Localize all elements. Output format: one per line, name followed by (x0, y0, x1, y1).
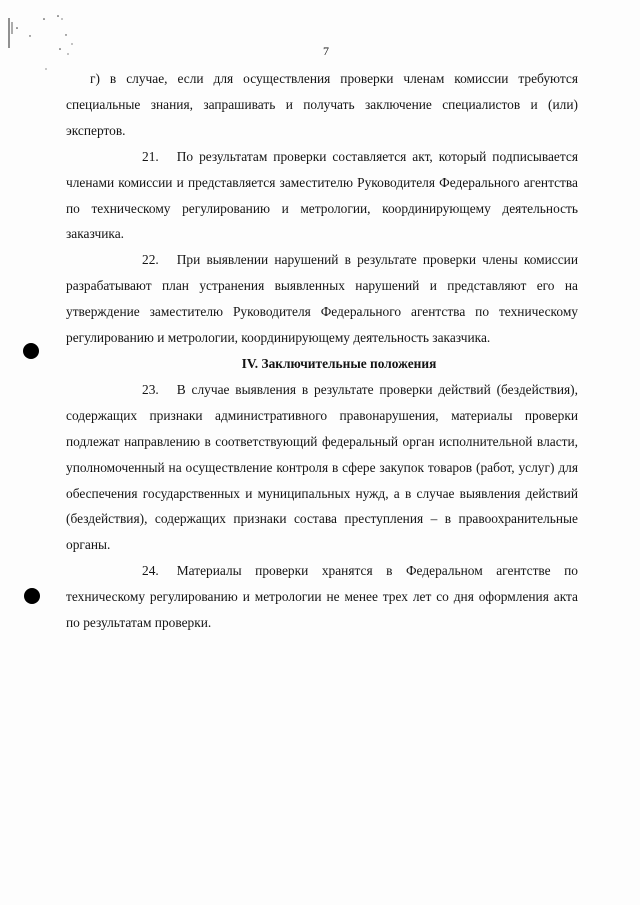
paragraph-text: г) в случае, если для осуществления проверки членам комиссии требуются специальные знания, запрашивать и получать заключение специалистов и (или) экспертов. (66, 71, 578, 138)
paragraph-text: В случае выявления в результате проверки действий (бездействия), содержащих признаки административного правонарушения, материалы проверки подлежат направлению в соответствующий федеральный орган исполнительной власти, уполномоченный на осуществление контроля в сфере закупок товаров (работ, услуг) для обеспечения государственных и муниципальных нужд, а в случае выявления действий (бездействия), содержащих признаки состава преступления – в правоохранительные органы. (66, 381, 578, 553)
document-body (66, 66, 578, 636)
scan-speck (57, 15, 59, 17)
binder-hole-top (23, 343, 39, 359)
section-heading: IV. Заключительные положения (241, 355, 437, 371)
page-number: 7 (323, 44, 329, 58)
scan-speck (45, 68, 46, 69)
paragraph-23 (66, 377, 578, 558)
binder-hole-bottom (24, 588, 40, 604)
paragraph-text: По результатам проверки составляется акт, который подписывается членами комиссии и представляется заместителю Руководителя Федерального агентства по техническому регулированию и метрологии, координирующему деятельность заказчика. (66, 148, 578, 242)
scan-speck (61, 18, 62, 19)
scan-speck (43, 18, 45, 20)
paragraph-22 (66, 247, 578, 351)
scan-speck (29, 35, 30, 36)
scan-speck (65, 34, 66, 35)
paragraph-24 (66, 558, 578, 636)
paragraph-text: При выявлении нарушений в результате проверки члены комиссии разрабатывают план устранения выявленных нарушений и представляют его на утверждение заместителю Руководителя Федерального агентства по техническому регулированию и метрологии, координирующему деятельность заказчика. (66, 252, 578, 346)
paragraph-number: 24. (142, 563, 159, 579)
paragraph-g (66, 66, 578, 144)
paragraph-text: Материалы проверки хранятся в Федеральном агентстве по техническому регулированию и метрологии не менее трех лет со дня оформления акта по результатам проверки. (66, 563, 578, 631)
paragraph-number: 23. (142, 381, 159, 397)
scan-speck (16, 27, 18, 29)
paragraph-number: 21. (142, 148, 159, 164)
paragraph-21 (66, 144, 578, 248)
paragraph-number: 22. (142, 252, 159, 268)
